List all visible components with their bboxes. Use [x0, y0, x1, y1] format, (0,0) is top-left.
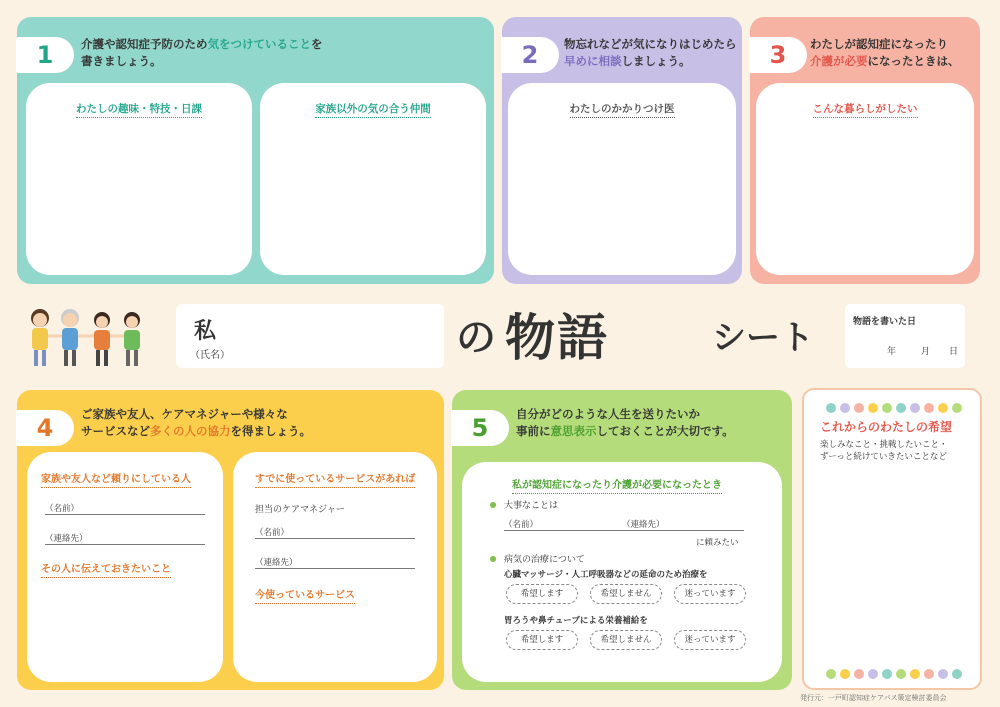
support-contact-line[interactable]	[45, 544, 205, 545]
future-hopes-panel[interactable]	[802, 388, 982, 690]
name-label: 私	[194, 319, 217, 344]
q2-option-no[interactable]: 希望しません	[590, 630, 662, 650]
cm-contact-line[interactable]	[255, 568, 415, 569]
important-label: 大事なことは	[504, 501, 559, 511]
wishes-box[interactable]	[466, 466, 778, 678]
doctor-box-title: わたしのかかりつけ医	[512, 101, 732, 116]
date-month: 月	[921, 347, 931, 357]
support-people-title: 家族や友人など頼りにしている人	[41, 470, 191, 485]
wishes-title: 私が認知症になったり介護が必要になったとき	[512, 476, 722, 491]
section-5-title: 自分がどのような人生を送りたいか 事前に意思表示しておくことが大切です。	[516, 407, 734, 438]
doctor-box[interactable]	[512, 87, 732, 271]
support-name-label: （名前）	[45, 504, 80, 514]
hobby-box[interactable]	[30, 87, 248, 271]
q2-option-yes[interactable]: 希望します	[506, 630, 578, 650]
support-contact-label: （連絡先）	[45, 534, 88, 544]
lifestyle-box-title: こんな暮らしがしたい	[760, 101, 970, 116]
services-box[interactable]	[237, 456, 433, 678]
title-no: の	[456, 315, 496, 361]
name-sublabel: （氏名）	[190, 350, 230, 361]
future-hopes-desc2: ずーっと続けていきたいことなど	[820, 452, 947, 462]
publisher-footer: 発行元：一戸町認知症ケアパス策定検討委員会	[800, 694, 947, 702]
message-title: その人に伝えておきたいこと	[41, 560, 171, 575]
hobby-box-title: わたしの趣味・特技・日課	[30, 101, 248, 116]
cm-contact-label: （連絡先）	[255, 558, 298, 568]
important-contact-label: （連絡先）	[622, 520, 665, 530]
section-3-number: 3	[749, 37, 807, 73]
section-5-panel	[452, 390, 792, 690]
current-services-title: 今使っているサービス	[255, 586, 355, 601]
date-day: 日	[949, 347, 959, 357]
q1-label: 心臓マッサージ・人工呼吸器などの延命のため治療を	[504, 570, 708, 580]
services-title: すでに使っているサービスがあれば	[255, 470, 415, 485]
date-field[interactable]	[845, 304, 965, 368]
support-people-box[interactable]	[31, 456, 219, 678]
section-3-title: わたしが認知症になったり 介護が必要になったときは、	[810, 37, 960, 68]
date-year: 年	[887, 347, 897, 357]
q1-option-yes[interactable]: 希望します	[506, 584, 578, 604]
future-hopes-title: これからのわたしの希望	[820, 420, 953, 434]
section-3-panel	[750, 17, 980, 284]
clover-row-top-icon	[814, 398, 974, 417]
treatment-label: 病気の治療について	[504, 555, 585, 565]
lifestyle-box[interactable]	[760, 87, 970, 271]
section-2-panel	[502, 17, 742, 284]
important-line[interactable]	[504, 530, 744, 531]
section-1-title: 介護や認知症予防のため気をつけていることを 書きましょう。	[81, 37, 323, 68]
friends-box[interactable]	[264, 87, 482, 271]
section-2-number: 2	[501, 37, 559, 73]
section-1-panel	[17, 17, 494, 284]
friends-box-title: 家族以外の気の合う仲間	[264, 101, 482, 116]
important-tail: に頼みたい	[696, 538, 739, 548]
cm-name-label: （名前）	[255, 528, 290, 538]
page-title: 物語	[505, 309, 609, 367]
title-suffix: シート	[712, 318, 814, 358]
cm-name-line[interactable]	[255, 538, 415, 539]
care-manager-label: 担当のケアマネジャー	[255, 505, 345, 515]
name-field[interactable]	[176, 304, 444, 368]
clover-row-bottom-icon	[814, 664, 974, 683]
q2-label: 胃ろうや鼻チューブによる栄養補給を	[504, 616, 648, 626]
date-label: 物語を書いた日	[853, 317, 917, 327]
family-illustration-icon	[22, 300, 152, 372]
bullet-icon	[490, 556, 496, 562]
q2-option-unsure[interactable]: 迷っています	[674, 630, 746, 650]
bullet-icon	[490, 502, 496, 508]
important-name-label: （名前）	[504, 520, 539, 530]
support-name-line[interactable]	[45, 514, 205, 515]
section-4-title: ご家族や友人、ケアマネジャーや様々な サービスなど多くの人の協力を得ましょう。	[81, 407, 311, 438]
section-4-panel	[17, 390, 444, 690]
section-5-number: 5	[451, 410, 509, 446]
section-1-number: 1	[16, 37, 74, 73]
future-hopes-desc1: 楽しみなこと・挑戦したいこと・	[820, 440, 948, 450]
q1-option-unsure[interactable]: 迷っています	[674, 584, 746, 604]
q1-option-no[interactable]: 希望しません	[590, 584, 662, 604]
section-2-title: 物忘れなどが気になりはじめたら 早めに相談しましょう。	[564, 37, 737, 68]
section-4-number: 4	[16, 410, 74, 446]
